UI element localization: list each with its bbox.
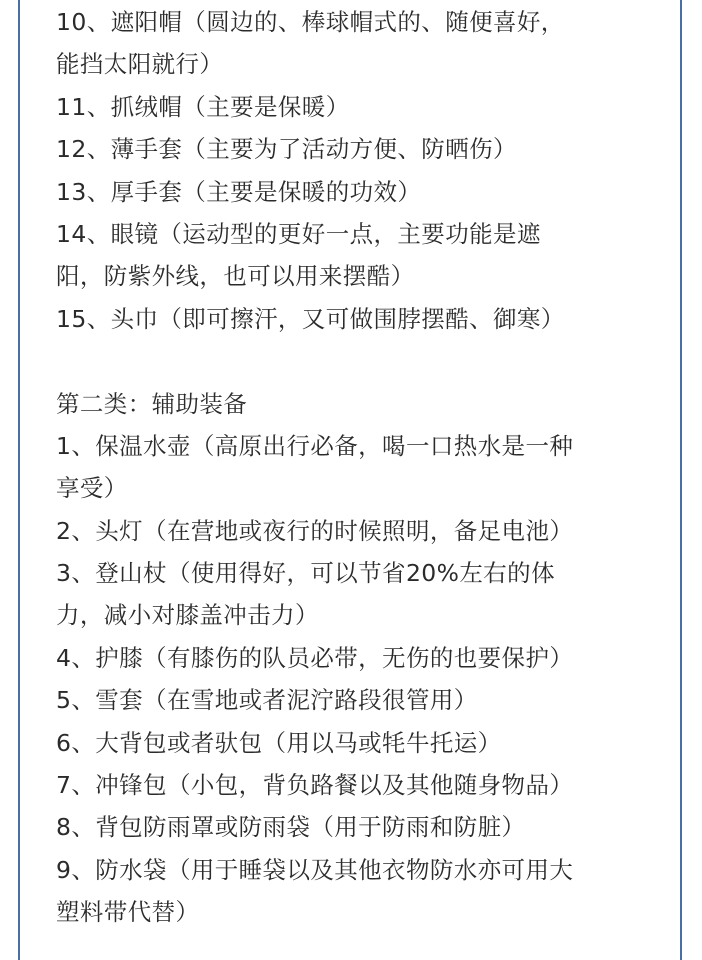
text-line: 5、雪套（在雪地或者泥泞路段很管用） (56, 686, 478, 715)
text-line: 15、头巾（即可擦汗，又可做围脖摆酷、御寒） (56, 304, 565, 333)
text-line: 1、保温水壶（高原出行必备，喝一口热水是一种 (56, 431, 574, 460)
text-line: 14、眼镜（运动型的更好一点，主要功能是遮 (56, 219, 541, 248)
text-line: 阳，防紫外线，也可以用来摆酷） (56, 262, 415, 291)
text-line: 8、背包防雨罩或防雨袋（用于防雨和防脏） (56, 813, 526, 842)
text-line: 7、冲锋包（小包，背负路餐以及其他随身物品） (56, 771, 574, 800)
text-line: 6、大背包或者驮包（用以马或牦牛托运） (56, 728, 502, 757)
text-line: 2、头灯（在营地或夜行的时候照明，备足电池） (56, 516, 574, 545)
text-line: 享受） (56, 474, 128, 503)
document-body (56, 1, 656, 934)
text-line: 3、登山杖（使用得好，可以节省20%左右的体 (56, 559, 555, 588)
text-line: 力，减小对膝盖冲击力） (56, 601, 319, 630)
text-line: 13、厚手套（主要是保暖的功效） (56, 177, 422, 206)
text-line: 11、抓绒帽（主要是保暖） (56, 92, 350, 121)
text-line: 9、防水袋（用于睡袋以及其他衣物防水亦可用大 (56, 855, 574, 884)
text-line: 12、薄手套（主要为了活动方便、防晒伤） (56, 135, 517, 164)
text-line: 塑料带代替） (56, 898, 200, 927)
text-line: 10、遮阳帽（圆边的、棒球帽式的、随便喜好， (56, 8, 565, 36)
text-line: 4、护膝（有膝伤的队员必带，无伤的也要保护） (56, 643, 574, 672)
section-heading: 第二类：辅助装备 (56, 389, 248, 418)
text-line: 能挡太阳就行） (56, 50, 224, 79)
paragraph-spacer (56, 340, 656, 382)
